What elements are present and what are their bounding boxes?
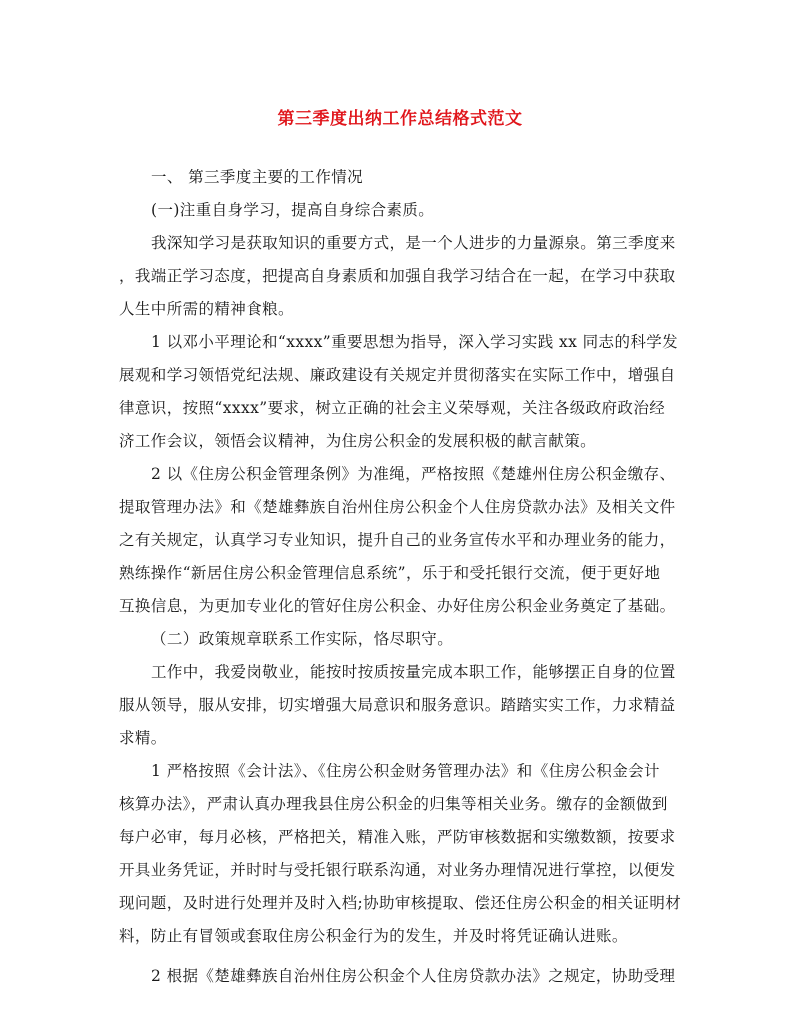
paragraph-line: ，我端正学习态度，把提高自身素质和加强自我学习结合在一起，在学习中获取 xyxy=(119,267,676,285)
subsection-heading: (一)注重自身学习，提高自身综合素质。 xyxy=(151,201,435,219)
paragraph-line: 熟练操作“新居住房公积金管理信息系统”，乐于和受托银行交流，便于更好地 xyxy=(119,564,661,582)
document-title: 第三季度出纳工作总结格式范文 xyxy=(277,109,523,129)
paragraph-line: 工作中，我爱岗敬业，能按时按质按量完成本职工作，能够摆正自身的位置 xyxy=(151,663,676,681)
paragraph-line: 服从领导，服从安排，切实增强大局意识和服务意识。踏踏实实工作，力求精益 xyxy=(119,696,676,714)
paragraph-line: 之有关规定，认真学习专业知识，提升自己的业务宣传水平和办理业务的能力， xyxy=(119,531,676,549)
paragraph-line: 每户必审，每月必核，严格把关，精准入账，严防审核数据和实缴数额，按要求 xyxy=(119,828,676,846)
paragraph-line: 提取管理办法》和《楚雄彝族自治州住房公积金个人住房贷款办法》及相关文件 xyxy=(119,498,676,516)
paragraph-line: 互换信息，为更加专业化的管好住房公积金、办好住房公积金业务奠定了基础。 xyxy=(119,597,676,615)
paragraph-line: 我深知学习是获取知识的重要方式，是一个人进步的力量源泉。第三季度来 xyxy=(151,234,676,252)
paragraph-line: 求精。 xyxy=(119,729,167,747)
subsection-heading: （二）政策规章联系工作实际，恪尽职守。 xyxy=(151,630,454,648)
paragraph-line: 济工作会议，领悟会议精神，为住房公积金的发展积极的献言献策。 xyxy=(119,432,597,450)
paragraph-line: 1 以邓小平理论和“xxxx”重要思想为指导，深入学习实践 xx 同志的科学发 xyxy=(151,333,679,351)
paragraph-line: 2 以《住房公积金管理条例》为准绳，严格按照《楚雄州住房公积金缴存、 xyxy=(151,465,676,483)
paragraph-line: 律意识，按照“xxxx”要求，树立正确的社会主义荣辱观，关注各级政府政治经 xyxy=(119,399,666,417)
paragraph-line: 人生中所需的精神食粮。 xyxy=(119,300,294,318)
paragraph-line: 核算办法》，严肃认真办理我县住房公积金的归集等相关业务。缴存的金额做到 xyxy=(119,795,668,813)
paragraph-line: 2 根据《楚雄彝族自治州住房公积金个人住房贷款办法》之规定，协助受理 xyxy=(151,967,676,985)
paragraph-line: 开具业务凭证，并时时与受托银行联系沟通，对业务办理情况进行掌控，以便发 xyxy=(119,861,676,879)
paragraph-line: 现问题，及时进行处理并及时入档;协助审核提取、偿还住房公积金的相关证明材 xyxy=(119,894,682,912)
paragraph-line: 1 严格按照《会计法》、《住房公积金财务管理办法》和《住房公积金会计 xyxy=(151,762,660,780)
paragraph-line: 展观和学习领悟党纪法规、廉政建设有关规定并贯彻落实在实际工作中，增强自 xyxy=(119,366,676,384)
paragraph-line: 料，防止有冒领或套取住房公积金行为的发生，并及时将凭证确认进账。 xyxy=(119,927,628,945)
section-heading: 一、 第三季度主要的工作情况 xyxy=(151,168,364,186)
